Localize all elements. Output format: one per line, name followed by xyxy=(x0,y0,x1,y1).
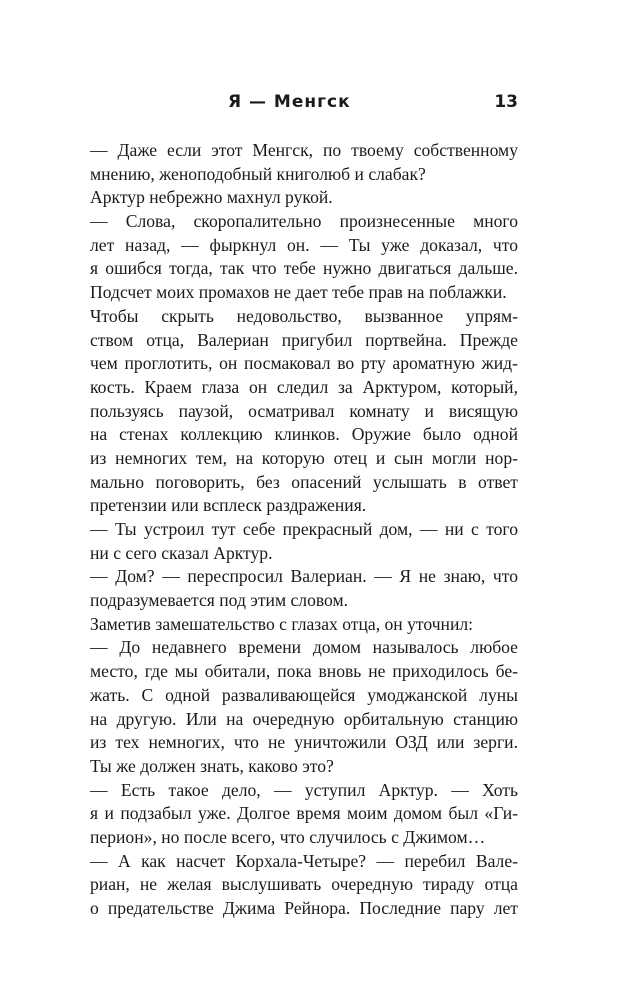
text-line: на стенах коллекцию клинков. Оружие было одной xyxy=(90,424,518,445)
text-line: я и подзабыл уже. Долгое время моим домом был «Ги- xyxy=(90,803,518,824)
text-line: — Дом? — переспросил Валериан. — Я не знаю, что xyxy=(90,566,518,587)
text-line: — Даже если этот Менгск, по твоему собственному xyxy=(90,140,518,160)
text-line: место, где мы обитали, пока вновь не приходилось бе- xyxy=(90,661,518,682)
text-line: Заметив замешательство с глазах отца, он уточнил: xyxy=(90,613,474,634)
text-line: из немногих тем, на которую отец и сын могли нор- xyxy=(90,447,518,468)
text-line: — До недавнего времени домом называлось любое xyxy=(90,637,518,658)
text-line: из тех немногих, что не уничтожили ОЗД или зерги. xyxy=(90,732,518,753)
text-line: жать. С одной разваливающейся умоджанской луны xyxy=(90,684,518,705)
text-line: риан, не желая выслушивать очередную тираду отца xyxy=(90,874,518,895)
text-line: о предательстве Джима Рейнора. Последние пару лет xyxy=(90,898,518,918)
text-line: на другую. Или на очередную орбитальную станцию xyxy=(90,708,518,729)
text-line: Чтобы скрыть недовольство, вызванное упрям- xyxy=(90,305,518,326)
text-line: претензии или всплеск раздражения. xyxy=(90,495,367,516)
text-line: — Слова, скоропалительно произнесенные много xyxy=(90,211,518,232)
text-line: мально поговорить, без опасений услышать в ответ xyxy=(90,471,518,492)
text-line: кость. Краем глаза он следил за Арктуром, который, xyxy=(90,376,518,397)
text-line: перион», но после всего, что случилось с Джимом… xyxy=(90,826,486,847)
text-line: лет назад, — фыркнул он. — Ты уже доказал, что xyxy=(90,234,518,255)
text-line: Подсчет моих промахов не дает тебе прав на поблажки. xyxy=(90,282,507,303)
text-line: — А как насчет Корхала-Четыре? — перебил Вале- xyxy=(90,850,518,871)
text-line: — Есть такое дело, — уступил Арктур. — Хоть xyxy=(90,779,518,800)
page-header xyxy=(90,92,518,116)
text-line: ством отца, Валериан пригубил портвейна. Прежде xyxy=(90,329,518,350)
text-line: Ты же должен знать, каково это? xyxy=(90,755,334,776)
text-line: пользуясь паузой, осматривал комнату и висящую xyxy=(90,400,518,421)
text-line: я ошибся тогда, так что тебе нужно двигаться дальше. xyxy=(90,258,518,279)
text-line: ни с сего сказал Арктур. xyxy=(90,542,273,563)
running-title: Я — Менгск xyxy=(228,92,351,112)
text-line: чем проглотить, он посмаковал во рту ароматную жид- xyxy=(90,353,518,374)
text-line: — Ты устроил тут себе прекрасный дом, — ни с того xyxy=(90,519,518,539)
text-line: Арктур небрежно махнул рукой. xyxy=(90,187,333,208)
text-line: подразумевается под этим словом. xyxy=(90,590,349,611)
page-number: 13 xyxy=(494,92,518,112)
text-line: мнению, женоподобный книголюб и слабак? xyxy=(90,163,426,184)
body-text xyxy=(90,139,518,921)
